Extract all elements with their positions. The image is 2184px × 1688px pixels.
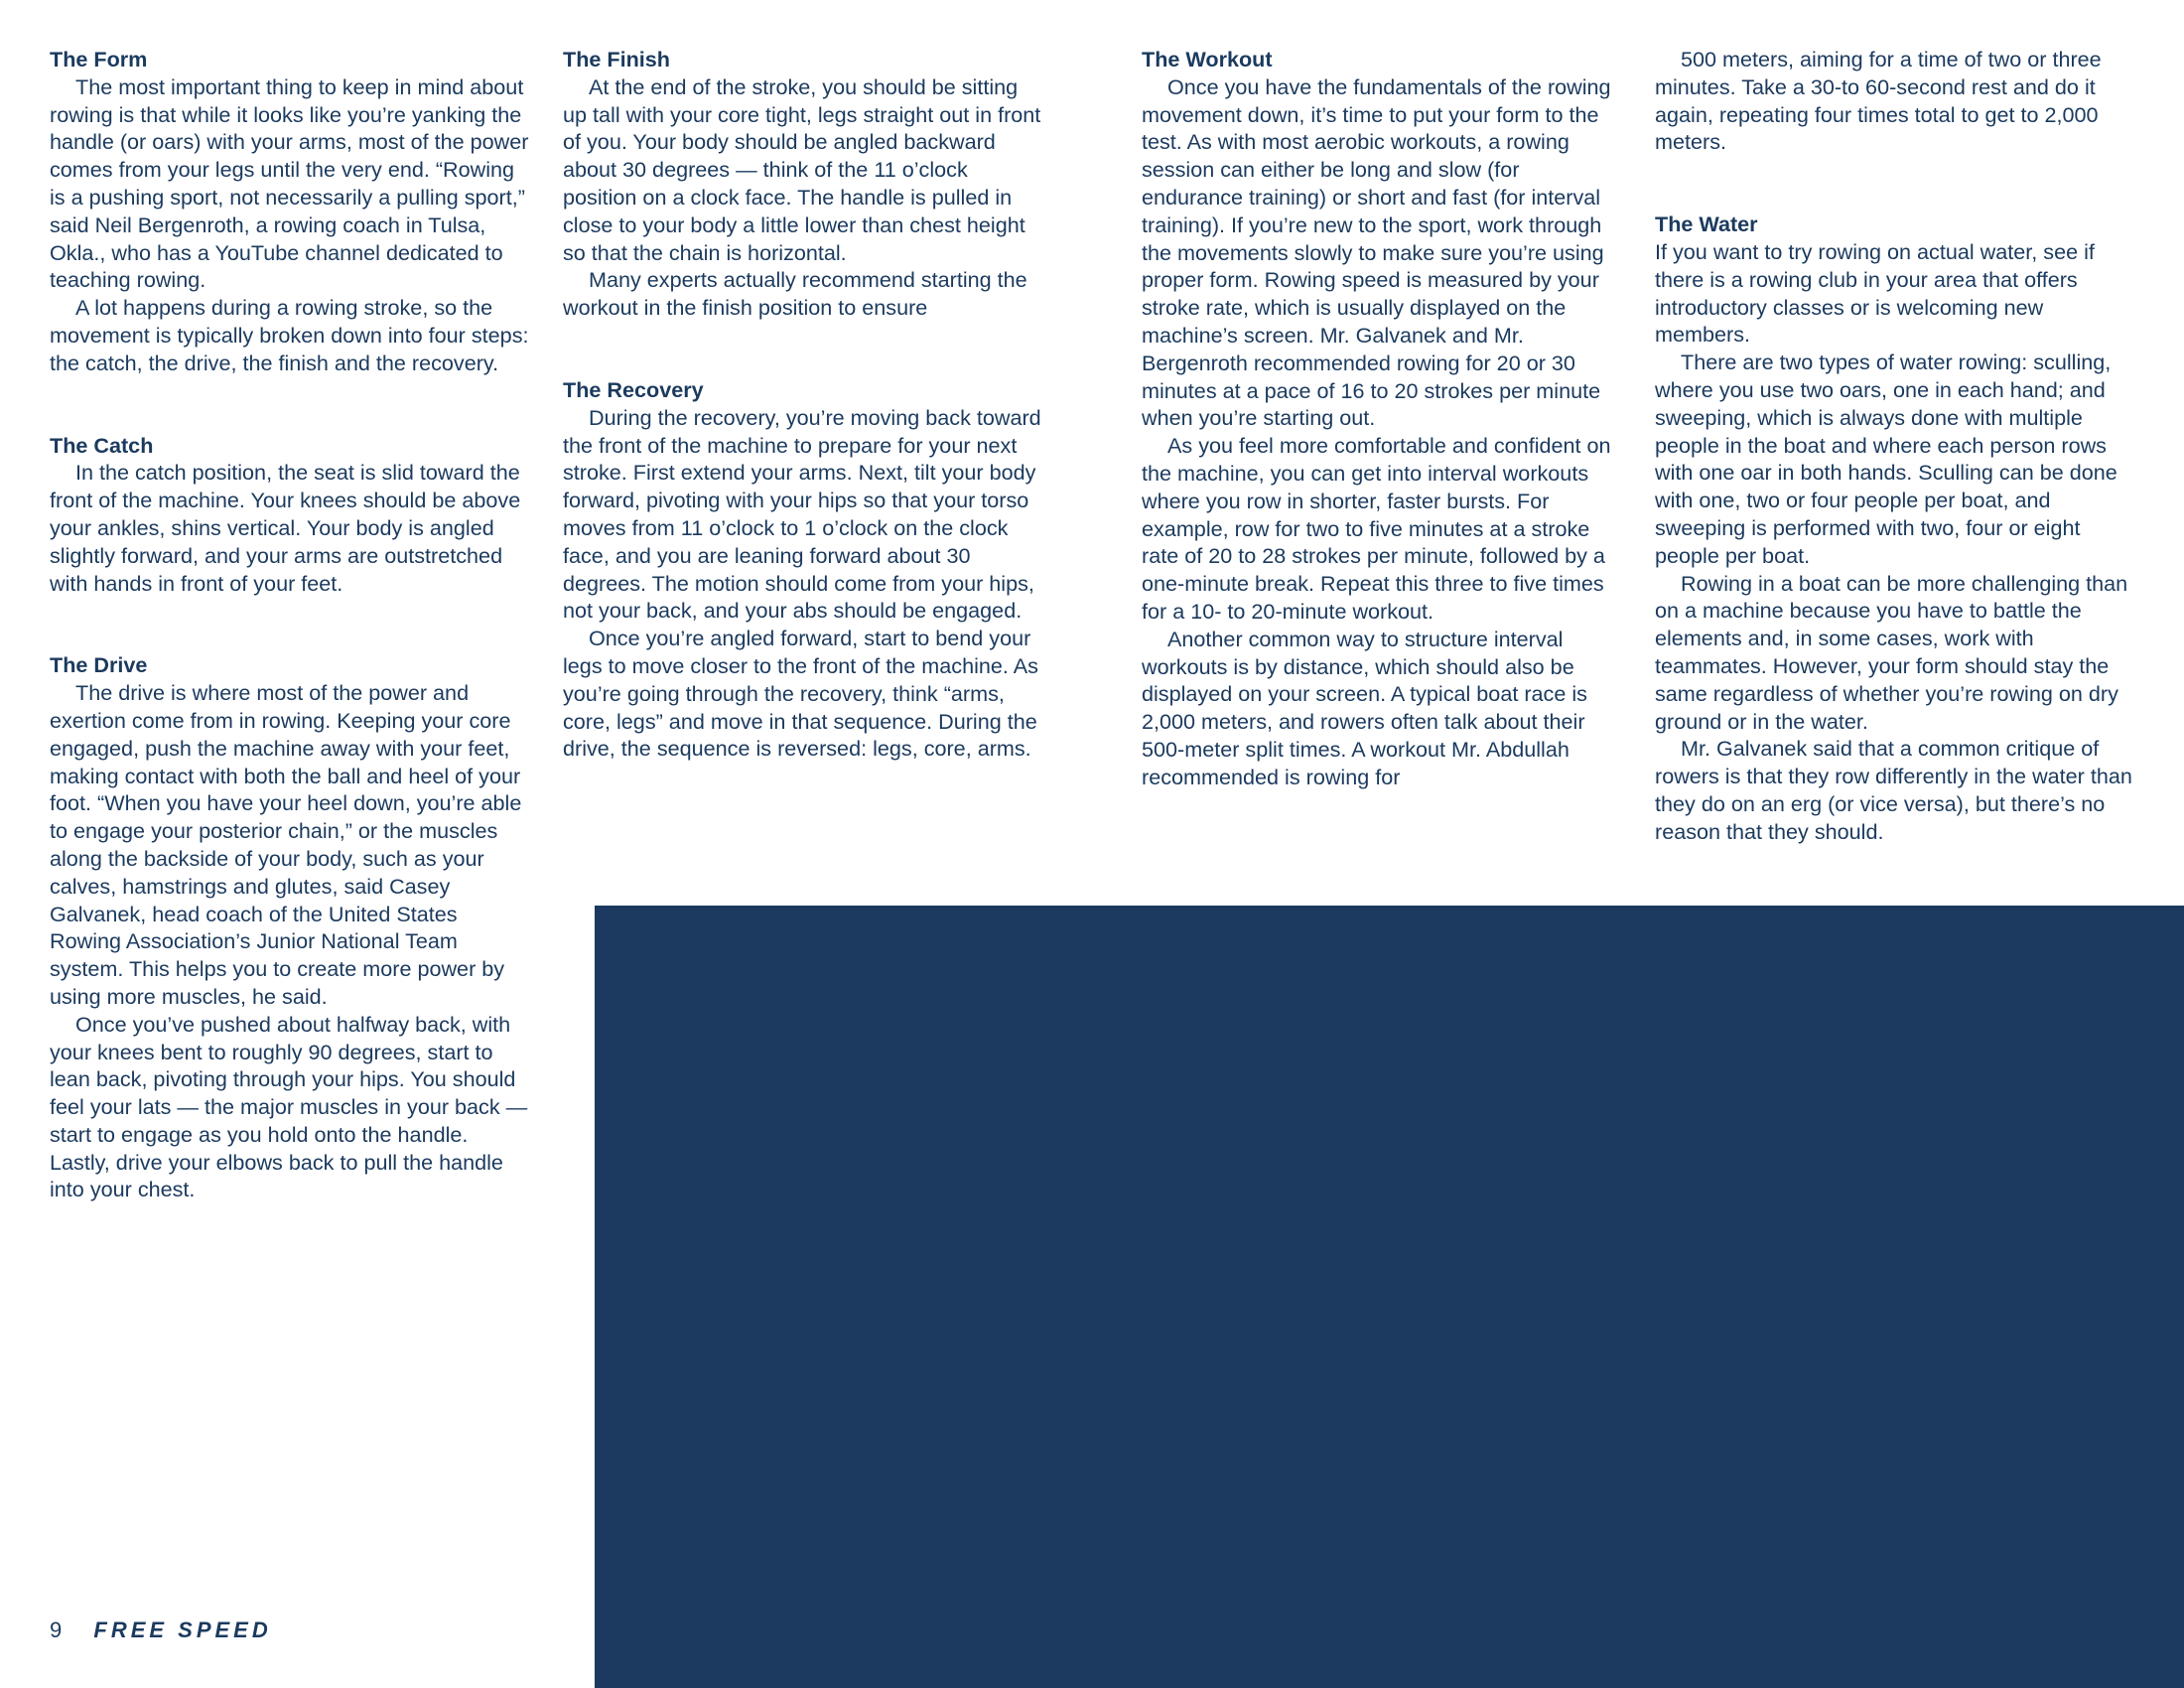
paragraph: The most important thing to keep in mind about rowing is that while it looks like you’re yanking the handle (or oars) with your arms, most of the power comes from your legs until the very end. “Rowing is a pushing sport, not necessarily a pulling sport,” said Neil Bergenroth, a rowing coach in Tulsa, Okla., who has a YouTube channel dedicated to teaching rowing. (50, 73, 529, 293)
section-heading: The Form (50, 47, 148, 71)
column-2 (563, 46, 1046, 763)
page-number: 9 (50, 1618, 63, 1642)
section-the-recovery (563, 376, 1046, 763)
navy-panel (595, 906, 2184, 1688)
paragraph: Another common way to structure interval workouts is by distance, which should also be displayed on your screen. A typical boat race is 2,000 meters, and rowers often talk about their 500-meter split times. A workout Mr. Abdullah recommended is rowing for (1142, 626, 1587, 789)
paragraph: Rowing in a boat can be more challenging than on a machine because you have to battle the elements and, in some cases, work with teammates. However, your form should stay the same regardless of whether you’re rowing on dry ground or in the water. (1655, 570, 2128, 734)
paragraph: 500 meters, aiming for a time of two or three minutes. Take a 30-to 60-second rest and do it again, repeating four times total to get to 2,000 meters. (1655, 47, 2102, 155)
section-heading: The Workout (1142, 47, 1273, 71)
section-the-drive (50, 651, 531, 1203)
column-4 (1655, 46, 2136, 846)
paragraph: During the recovery, you’re moving back toward the front of the machine to prepare for your next stroke. First extend your arms. Next, tilt your body forward, pivoting with your hips so that your torso moves from 11 o’clock to 1 o’clock on the clock face, and you are leaning forward about 30 degrees. The motion should come from your hips, not your back, and your abs should be engaged. (563, 404, 1041, 624)
page-footer (50, 1617, 272, 1644)
paragraph: A lot happens during a rowing stroke, so the movement is typically broken down into four steps: the catch, the drive, the finish and the recovery. (50, 295, 529, 375)
brand-logo: FREE SPEED (93, 1618, 272, 1642)
paragraph: As you feel more comfortable and confident on the machine, you can get into interval workouts where you row in shorter, faster bursts. For example, row for two to five minutes at a stroke rate of 20 to 28 strokes per minute, followed by a one-minute break. Repeat this three to five times for a 10- to 20-minute workout. (1142, 433, 1611, 624)
section-heading: The Recovery (563, 376, 704, 402)
section-heading: The Finish (563, 47, 670, 71)
paragraph: The drive is where most of the power and exertion come from in rowing. Keeping your core engaged, push the machine away with your feet, making contact with both the ball and heel of your foot. “When you have your heel down, you’re able to engage your posterior chain,” or the muscles along the backside of your body, such as your calves, hamstrings and glutes, said Casey Galvanek, head coach of the United States Rowing Association’s Junior National Team system. This helps you to create more power by using more muscles, he said. (50, 680, 522, 1009)
continued-text (1655, 46, 2136, 156)
paragraph: Mr. Galvanek said that a common critique of rowers is that they row differently in the water than they do on an erg (or vice versa), but there’s no reason that they should. (1655, 736, 2132, 844)
section-heading: The Water (1655, 211, 1758, 237)
paragraph: Once you’ve pushed about halfway back, with your knees bent to roughly 90 degrees, start to lean back, pivoting through your hips. You should feel your lats — the major muscles in your back — start to engage as you hold onto the handle. Lastly, drive your elbows back to pull the handle into your chest. (50, 1011, 528, 1202)
column-1 (50, 46, 531, 1203)
section-the-catch (50, 432, 531, 598)
paragraph: There are two types of water rowing: sculling, where you use two oars, one in each hand; and sweeping, which is always done with multiple people in the boat and where each person rows with one oar in both hands. Sculling can be done with one, two or four people per boat, and sweeping is performed with two, four or eight people per boat. (1655, 350, 2117, 568)
section-heading: The Drive (50, 652, 148, 678)
section-the-workout (1142, 46, 1626, 791)
paragraph: If you want to try rowing on actual water, see if there is a rowing club in your area that offers introductory classes or is welcoming new members. (1655, 238, 2095, 348)
section-the-water (1655, 211, 2136, 845)
paragraph: Once you have the fundamentals of the rowing movement down, it’s time to put your form to the test. As with most aerobic workouts, a rowing session can either be long and slow (for endurance training) or short and fast (for interval training). If you’re new to the sport, work through the movements slowly to make sure you’re using proper form. Rowing speed is measured by your stroke rate, which is usually displayed on the machine’s screen. Mr. Galvanek and Mr. Bergenroth recommended rowing for 20 or 30 minutes at a pace of 16 to 20 strokes per minute when you’re starting out. (1142, 73, 1611, 431)
section-the-finish (563, 46, 1046, 322)
column-3 (1142, 46, 1626, 791)
paragraph: At the end of the stroke, you should be sitting up tall with your core tight, legs straight out in front of you. Your body should be angled backward about 30 degrees — think of the 11 o’clock position on a clock face. The handle is pulled in close to your body a little lower than chest height so that the chain is horizontal. (563, 73, 1041, 265)
paragraph: Many experts actually recommend starting the workout in the finish position to ensure (563, 267, 1027, 321)
section-heading: The Catch (50, 432, 154, 458)
paragraph: Once you’re angled forward, start to bend your legs to move closer to the front of the machine. As you’re going through the recovery, think “arms, core, legs” and move in that sequence. During the drive, the sequence is reversed: legs, core, arms. (563, 626, 1038, 762)
section-the-form (50, 46, 531, 377)
paragraph: In the catch position, the seat is slid toward the front of the machine. Your knees should be above your ankles, shins vertical. Your body is angled slightly forward, and your arms are outstretched with hands in front of your feet. (50, 460, 521, 596)
